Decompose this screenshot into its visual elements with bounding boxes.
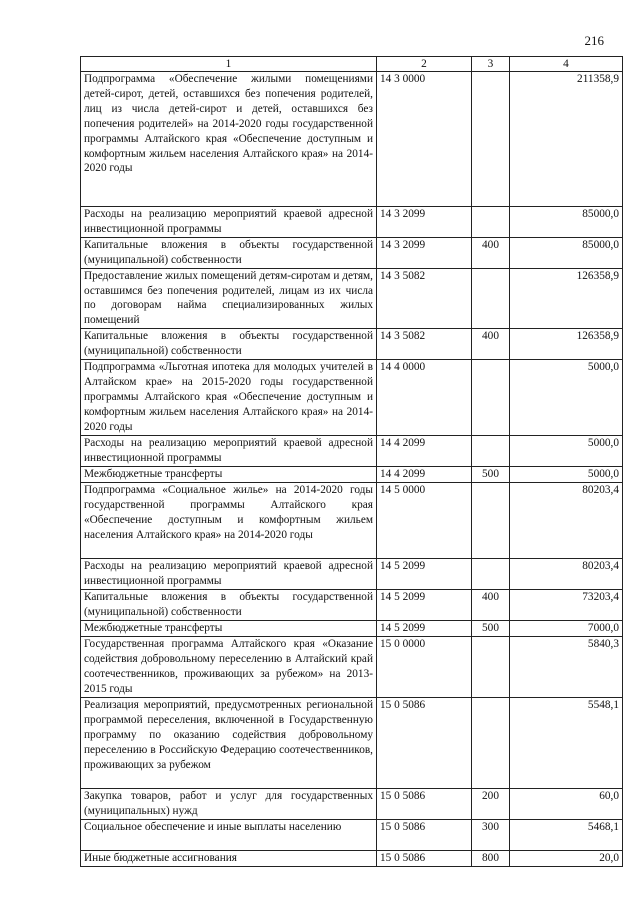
- row-sum: 85000,0: [510, 207, 623, 238]
- row-code: 14 3 2099: [377, 237, 472, 268]
- table-row: [81, 360, 623, 436]
- row-sum: 80203,4: [510, 558, 623, 589]
- row-name: Межбюджетные трансферты: [81, 620, 377, 636]
- row-name: Социальное обеспечение и иные выплаты населению: [81, 819, 377, 850]
- row-sum: 73203,4: [510, 589, 623, 620]
- row-expense-type: [472, 268, 510, 329]
- row-name: Расходы на реализацию мероприятий краевой адресной инвестиционной программы: [81, 558, 377, 589]
- row-code: 14 5 2099: [377, 620, 472, 636]
- row-code: 14 3 2099: [377, 207, 472, 238]
- row-sum: 5548,1: [510, 697, 623, 788]
- row-name: Капитальные вложения в объекты государственной (муниципальной) собственности: [81, 237, 377, 268]
- row-name: Расходы на реализацию мероприятий краевой адресной инвестиционной программы: [81, 207, 377, 238]
- row-expense-type: 300: [472, 819, 510, 850]
- row-code: 14 3 5082: [377, 329, 472, 360]
- row-code: 14 3 0000: [377, 72, 472, 207]
- row-sum: 126358,9: [510, 268, 623, 329]
- table-row: [81, 482, 623, 558]
- row-name: Расходы на реализацию мероприятий краевой адресной инвестиционной программы: [81, 436, 377, 467]
- row-code: 14 3 5082: [377, 268, 472, 329]
- table-row: [81, 697, 623, 788]
- row-code: 14 4 2099: [377, 467, 472, 483]
- row-code: 14 5 2099: [377, 589, 472, 620]
- row-sum: 7000,0: [510, 620, 623, 636]
- table-row: [81, 850, 623, 866]
- row-sum: 126358,9: [510, 329, 623, 360]
- header-col-1: 1: [81, 57, 377, 72]
- header-col-3: 3: [472, 57, 510, 72]
- table-row: [81, 788, 623, 819]
- row-name: Подпрограмма «Социальное жилье» на 2014-2020 годы государственной программы Алтайского края «Обеспечение доступным и комфортным жильем населения Алтайского края» на 2014-2020 годы: [81, 482, 377, 558]
- row-sum: 20,0: [510, 850, 623, 866]
- table-row: [81, 268, 623, 329]
- row-sum: 5000,0: [510, 360, 623, 436]
- table-row: [81, 72, 623, 207]
- row-name: Иные бюджетные ассигнования: [81, 850, 377, 866]
- row-name: Межбюджетные трансферты: [81, 467, 377, 483]
- page-number: 216: [584, 33, 604, 48]
- header-col-2: 2: [377, 57, 472, 72]
- row-name: Реализация мероприятий, предусмотренных региональной программой переселения, включенной в Государственную программу по оказанию содействия добровольному переселению в Российскую Федерацию соотечественников, проживающих за рубежом: [81, 697, 377, 788]
- table-row: [81, 819, 623, 850]
- row-expense-type: 500: [472, 620, 510, 636]
- row-code: 14 4 0000: [377, 360, 472, 436]
- table-row: [81, 620, 623, 636]
- row-expense-type: 400: [472, 329, 510, 360]
- row-code: 15 0 5086: [377, 819, 472, 850]
- budget-table: [80, 56, 623, 867]
- row-expense-type: [472, 558, 510, 589]
- row-name: Подпрограмма «Обеспечение жилыми помещениями детей-сирот, детей, оставшихся без попечения родителей, лиц из числа детей-сирот и детей, оставшихся без попечения родителей» на 2014-2020 годы государственной программы Алтайского края «Обеспечение доступным и комфортным жильем населения Алтайского края» на 2014-2020 годы: [81, 72, 377, 207]
- row-code: 15 0 5086: [377, 788, 472, 819]
- row-sum: 5468,1: [510, 819, 623, 850]
- row-code: 15 0 5086: [377, 850, 472, 866]
- row-name: Закупка товаров, работ и услуг для государственных (муниципальных) нужд: [81, 788, 377, 819]
- row-expense-type: [472, 697, 510, 788]
- row-expense-type: [472, 636, 510, 697]
- table-header-row: [81, 57, 623, 72]
- row-sum: 211358,9: [510, 72, 623, 207]
- table-row: [81, 207, 623, 238]
- row-name: Государственная программа Алтайского края «Оказание содействия добровольному переселению в Алтайский край соотечественников, проживающих за рубежом» на 2013-2015 годы: [81, 636, 377, 697]
- table-row: [81, 329, 623, 360]
- row-expense-type: [472, 72, 510, 207]
- row-expense-type: 500: [472, 467, 510, 483]
- row-expense-type: 400: [472, 237, 510, 268]
- table-row: [81, 467, 623, 483]
- row-expense-type: [472, 436, 510, 467]
- row-expense-type: [472, 482, 510, 558]
- row-sum: 5840,3: [510, 636, 623, 697]
- row-sum: 85000,0: [510, 237, 623, 268]
- row-expense-type: 800: [472, 850, 510, 866]
- table-row: [81, 558, 623, 589]
- row-code: 15 0 0000: [377, 636, 472, 697]
- row-expense-type: [472, 207, 510, 238]
- table-row: [81, 237, 623, 268]
- row-name: Капитальные вложения в объекты государственной (муниципальной) собственности: [81, 329, 377, 360]
- table-row: [81, 636, 623, 697]
- row-expense-type: 200: [472, 788, 510, 819]
- row-code: 15 0 5086: [377, 697, 472, 788]
- row-code: 14 5 0000: [377, 482, 472, 558]
- row-expense-type: 400: [472, 589, 510, 620]
- row-name: Подпрограмма «Льготная ипотека для молодых учителей в Алтайском крае» на 2015-2020 годы государственной программы Алтайского края «Обеспечение доступным и комфортным жильем населения Алтайского края» на 2014-2020 годы: [81, 360, 377, 436]
- row-sum: 5000,0: [510, 467, 623, 483]
- table-row: [81, 589, 623, 620]
- row-name: Предоставление жилых помещений детям-сиротам и детям, оставшимся без попечения родителей, лицам из их числа по договорам найма специализированных жилых помещений: [81, 268, 377, 329]
- header-col-4: 4: [510, 57, 623, 72]
- row-expense-type: [472, 360, 510, 436]
- row-code: 14 5 2099: [377, 558, 472, 589]
- table-row: [81, 436, 623, 467]
- row-name: Капитальные вложения в объекты государственной (муниципальной) собственности: [81, 589, 377, 620]
- row-code: 14 4 2099: [377, 436, 472, 467]
- row-sum: 5000,0: [510, 436, 623, 467]
- row-sum: 60,0: [510, 788, 623, 819]
- row-sum: 80203,4: [510, 482, 623, 558]
